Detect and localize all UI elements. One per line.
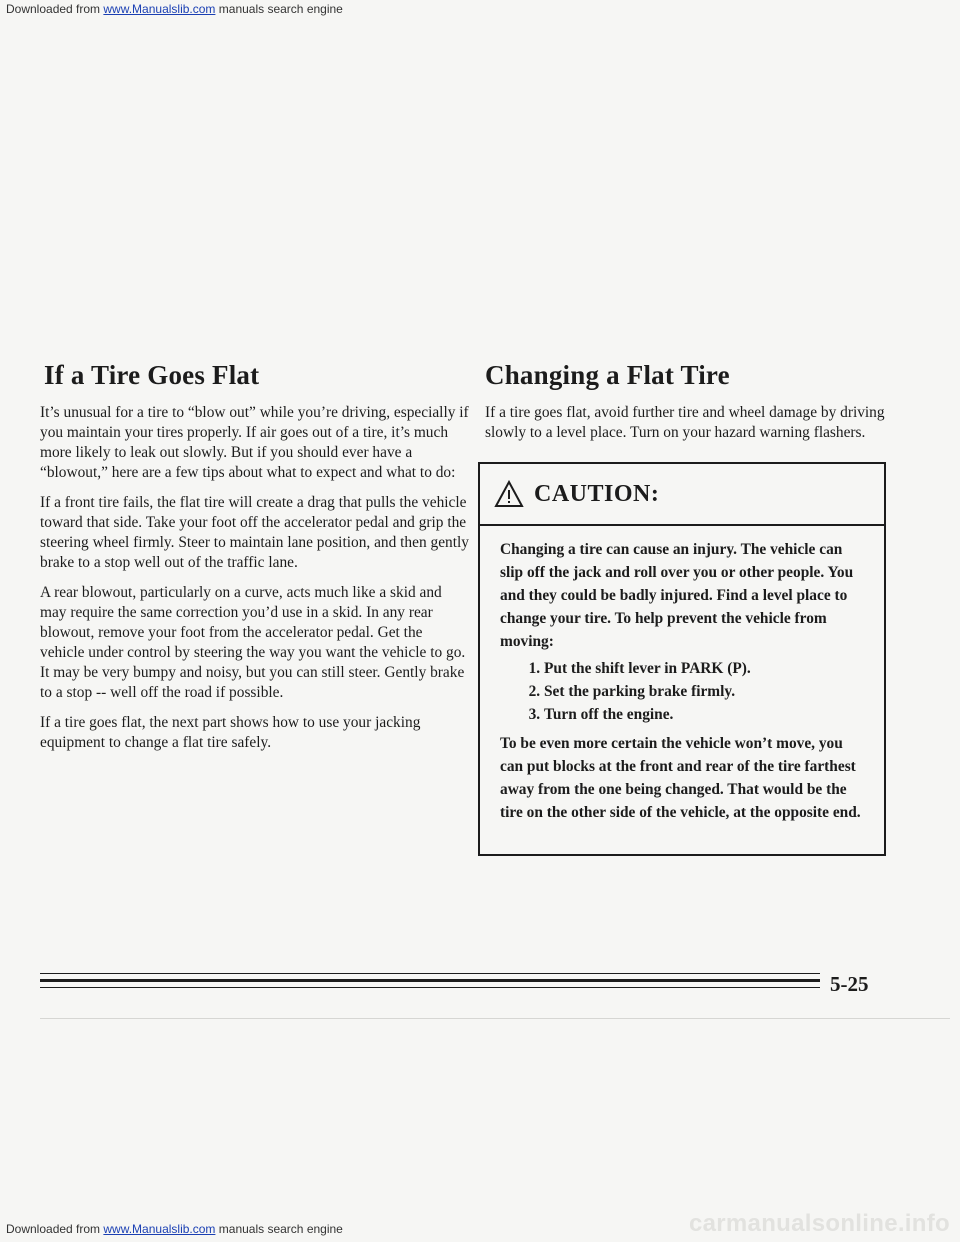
watermark: carmanualsonline.info (688, 1210, 950, 1237)
paragraph-blowout-intro: It’s unusual for a tire to “blow out” while you’re driving, especially if you maintain your tires properly. If air goes out of a tire, it’s much more likely to leak out slowly. But if you should ever have a “blowout,” here are a few tips about what to expect and what to do: (40, 404, 469, 481)
section-title-tire-flat: If a Tire Goes Flat (44, 360, 260, 390)
manualslib-link[interactable]: www.Manualslib.com (103, 1222, 216, 1236)
divider (40, 1018, 950, 1019)
paragraph-front-tire: If a front tire fails, the flat tire will create a drag that pulls the vehicle toward that side. Take your foot off the accelerator pedal and grip the steering wheel firmly. Steer to maintain lane position, and then gently brake to a stop well out of the traffic lane. (40, 494, 469, 571)
caution-step: 3. Turn off the engine. (544, 703, 868, 726)
download-banner-top (6, 2, 343, 16)
paragraph-changing-intro: If a tire goes flat, avoid further tire and wheel damage by driving slowly to a level place. Turn on your hazard warning flashers. (485, 404, 885, 441)
download-banner-bottom (6, 1222, 343, 1236)
banner-suffix: manuals search engine (215, 1222, 343, 1236)
warning-triangle-icon (494, 480, 524, 508)
caution-body (480, 526, 884, 824)
footer-rules (40, 973, 820, 993)
banner-prefix: Downloaded from (6, 1222, 104, 1236)
section-title-changing-tire: Changing a Flat Tire (485, 360, 730, 390)
caution-text-2: To be even more certain the vehicle won’t move, you can put blocks at the front and rear of the tire farthest away from the one being changed. That would be the tire on the other side of the vehicle, at the opposite end. (500, 735, 861, 821)
paragraph-next-part: If a tire goes flat, the next part shows how to use your jacking equipment to change a flat tire safely. (40, 714, 421, 751)
manualslib-link[interactable]: www.Manualslib.com (103, 2, 216, 16)
caution-steps (500, 657, 868, 726)
footer-rule (40, 979, 820, 982)
left-column (40, 360, 470, 763)
caution-box (478, 462, 886, 856)
caution-title: CAUTION: (534, 480, 660, 507)
caution-text-1: Changing a tire can cause an injury. The vehicle can slip off the jack and roll over you or other people. You and they could be badly injured. Find a level place to change your tire. To help prevent the vehicle from moving: (500, 541, 854, 650)
paragraph-rear-blowout: A rear blowout, particularly on a curve, acts much like a skid and may require the same correction you’d use in a skid. In any rear blowout, remove your foot from the accelerator pedal. Get the vehicle under control by steering the way you want the vehicle to go. It may be very bumpy and noisy, but you can still steer. Gently brake to a stop -- well off the road if possible. (40, 584, 466, 701)
caution-step: 2. Set the parking brake firmly. (544, 680, 868, 703)
banner-suffix: manuals search engine (215, 2, 343, 16)
caution-step: 1. Put the shift lever in PARK (P). (544, 657, 868, 680)
page-number: 5-25 (830, 972, 869, 996)
footer-rule (40, 987, 820, 988)
footer-rule (40, 973, 820, 974)
right-column (485, 360, 905, 453)
banner-prefix: Downloaded from (6, 2, 104, 16)
caution-header (480, 464, 884, 526)
